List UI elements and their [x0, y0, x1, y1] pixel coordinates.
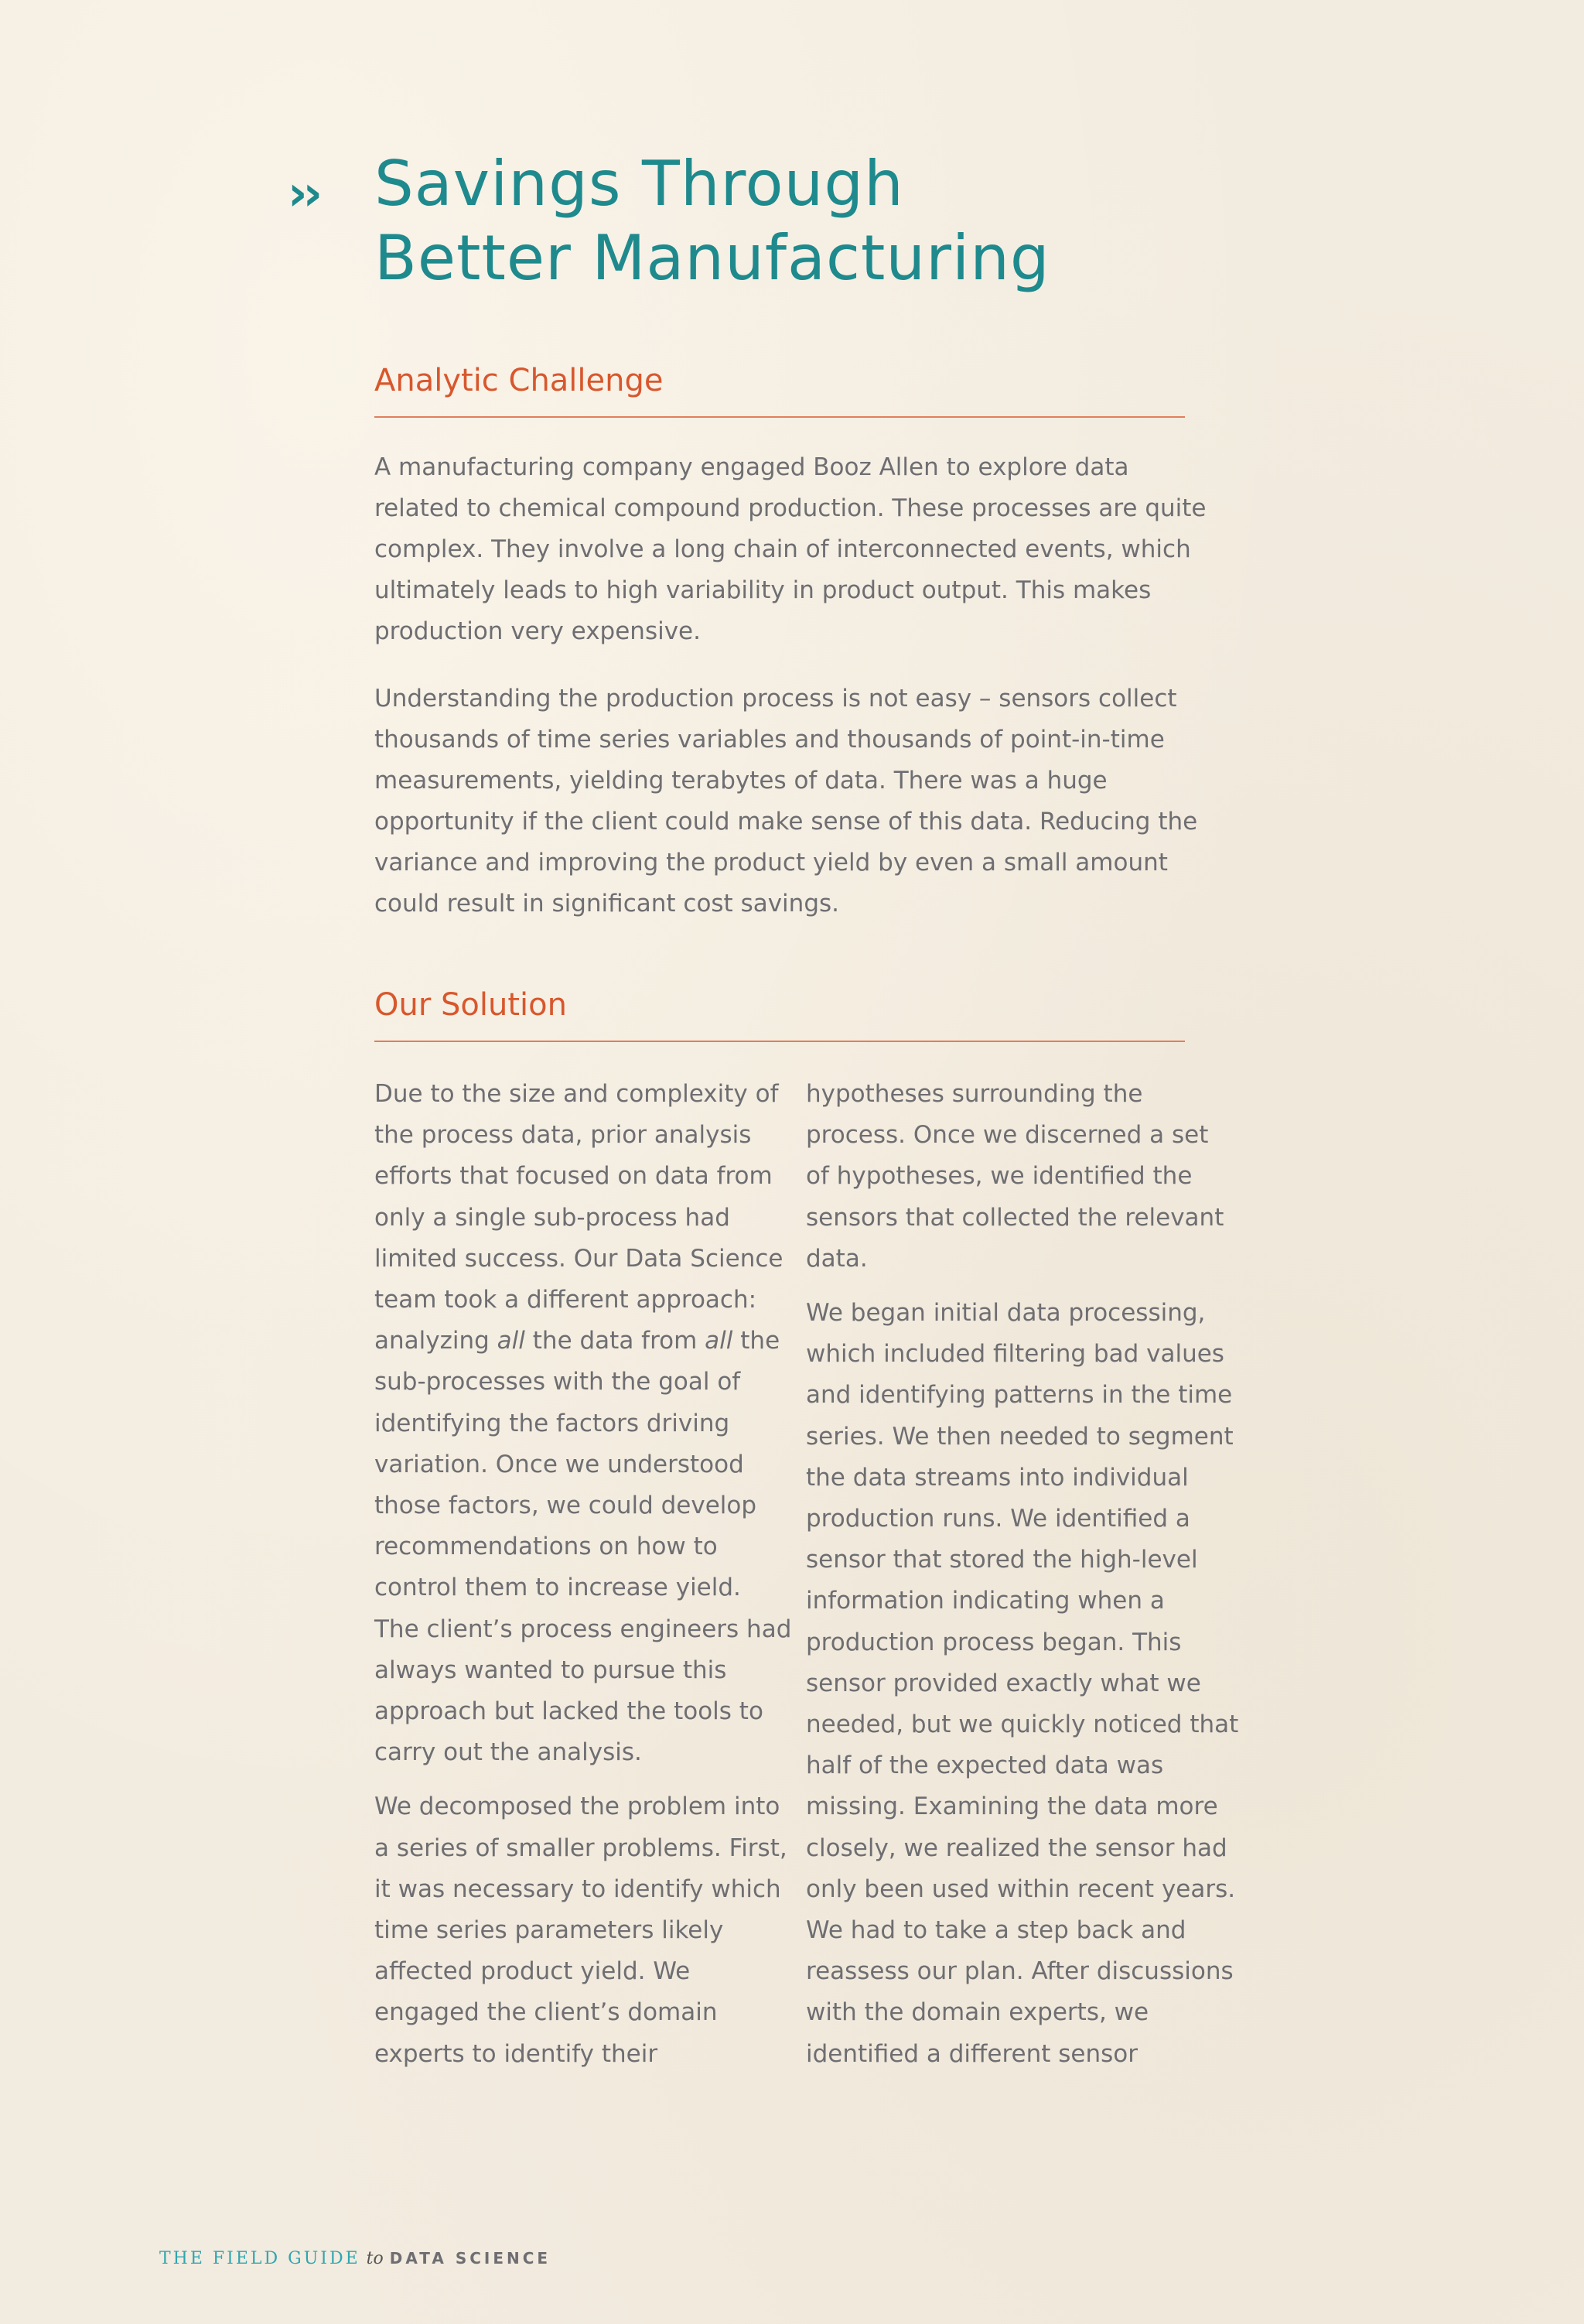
- solution-right-paragraph-2: We began initial data processing, which included filtering bad values and identifying patterns in the time series. We then needed to segment the data streams into individual production runs. We identified a sensor that stored the high-level information indicating when a production process began. This sensor provided exactly what we needed, but we quickly noticed that half of the expected data was missing. Examining the data more closely, we realized the sensor had only been used within recent years. We had to take a step back and reassess our plan. After discussions with the domain experts, we identified a different sensor: [806, 1299, 1239, 2068]
- footer-title-part-2: DATA SCIENCE: [389, 2249, 551, 2268]
- solution-left-paragraph-2: We decomposed the problem into a series of smaller problems. First, it was necessary to identify which time series parameters likely affected product yield. We engaged the client’s domain experts to identify their: [374, 1793, 787, 2068]
- analytic-challenge-paragraph-1: A manufacturing company engaged Booz Allen to explore data related to chemical compound production. These processes are quite complex. They involve a long chain of interconnected events, which ultimately leads to high variability in product output. This makes production very expensive.: [374, 453, 1207, 645]
- chevron-icon: ››: [288, 165, 319, 221]
- text-span: the sub-processes with the goal of identifying the factors driving variation. Once we understood those factors, we could develop recommendations on how to control them to increase yield. The client’s process engineers had always wanted to pursue this approach but lacked the tools to carry out the analysis.: [374, 1327, 792, 1767]
- analytic-challenge-paragraph-2: Understanding the production process is not easy – sensors collect thousands of time series variables and thousands of point-in-time measurements, yielding terabytes of data. There was a huge opportunity if the client could make sense of this data. Reducing the variance and improving the product yield by even a small amount could result in significant cost savings.: [374, 685, 1198, 918]
- analytic-challenge-heading: Analytic Challenge: [374, 361, 1185, 418]
- footer-title-part-1: THE FIELD GUIDE: [159, 2249, 360, 2268]
- footer-running-title: [159, 2249, 551, 2268]
- emphasis-all: all: [705, 1327, 733, 1355]
- solution-left-paragraph-1: [374, 1074, 792, 1773]
- solution-column-right: [806, 1074, 1239, 2088]
- solution-column-left: [374, 1074, 792, 2088]
- analytic-challenge-body: [374, 447, 1217, 951]
- emphasis-all: all: [497, 1327, 525, 1355]
- our-solution-heading: Our Solution: [374, 985, 1185, 1042]
- page-title-line-1: Savings Through: [374, 148, 904, 220]
- footer-title-to: to: [366, 2249, 384, 2268]
- solution-right-paragraph-1: hypotheses surrounding the process. Once we discerned a set of hypotheses, we identified the sensors that collected the relevant data.: [806, 1080, 1224, 1273]
- page-title-line-2: Better Manufacturing: [374, 222, 1050, 294]
- page-title: [374, 147, 1225, 296]
- text-span: Due to the size and complexity of the process data, prior analysis efforts that focused on data from only a single sub-process had limited success. Our Data Science team took a different approach: analyzing: [374, 1080, 783, 1355]
- text-span: the data from: [524, 1327, 705, 1355]
